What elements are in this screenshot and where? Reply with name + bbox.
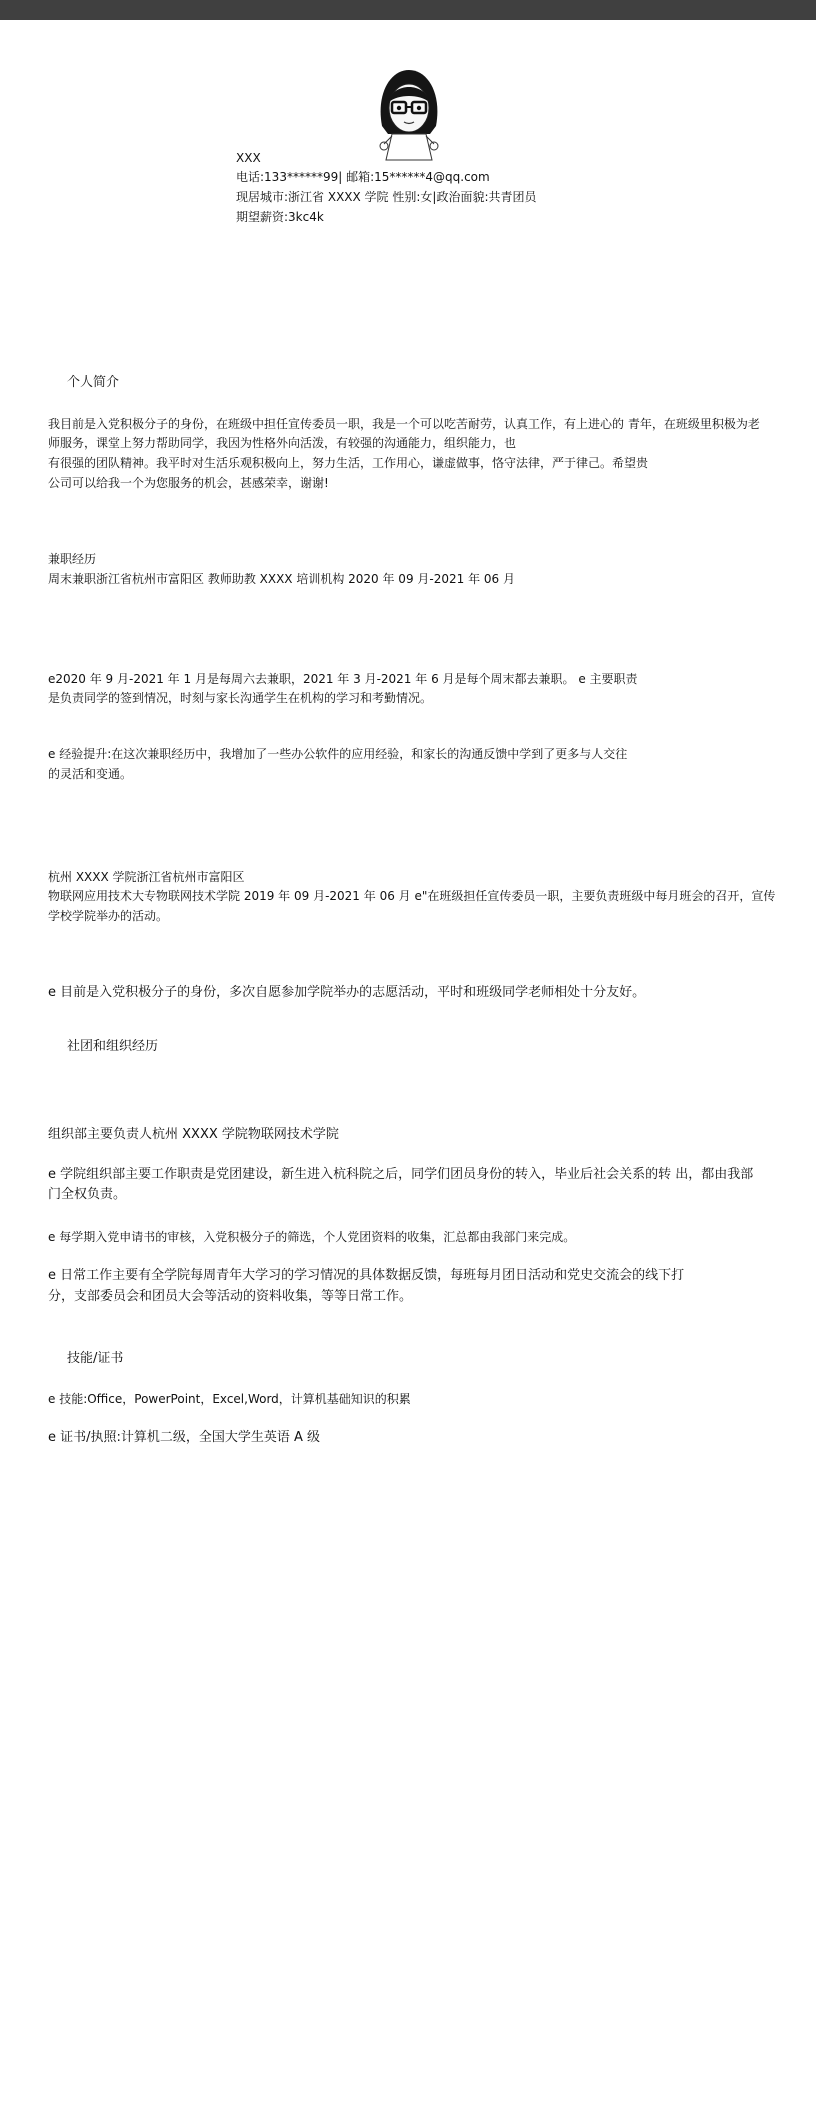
contact-info: 电话:133******99| 邮箱:15******4@qq.com bbox=[236, 170, 490, 184]
clubs-subtitle: 组织部主要负责人杭州 XXXX 学院物联网技术学院 bbox=[48, 1127, 339, 1142]
intro-line-4: 公司可以给我一个为您服务的机会，甚感荣幸，谢谢! bbox=[48, 476, 329, 490]
school-line-2: 物联网应用技术大专物联网技术学院 2019 年 09 月-2021 年 06 月 e"在班级担任宣传委员一职，主要负责班级中每月班会的召开，宣传 bbox=[48, 889, 776, 903]
intro-line-1: 我目前是入党积极分子的身份，在班级中担任宣传委员一职，我是一个可以吃苦耐劳，认真工作，有上进心的 青年，在班级里积极为老 bbox=[48, 417, 760, 431]
clubs-duty-line-2: 门全权负责。 bbox=[48, 1187, 127, 1202]
clubs-daily-line-2: 分，支部委员会和团员大会等活动的资料收集，等等日常工作。 bbox=[48, 1289, 413, 1304]
school-line-3: 学校学院举办的活动。 bbox=[48, 909, 169, 923]
clubs-review-text: e 每学期入党申请书的审核，入党积极分子的筛选，个人党团资料的收集，汇总都由我部门来完成。 bbox=[48, 1230, 576, 1244]
skills-heading: 技能/证书 bbox=[67, 1351, 124, 1366]
candidate-name: XXX bbox=[236, 151, 261, 165]
clubs-heading: 社团和组织经历 bbox=[67, 1039, 159, 1054]
parttime-duty-line-1: e2020 年 9 月-2021 年 1 月是每周六去兼职，2021 年 3 月-2021 年 6 月是每个周末都去兼职。 e 主要职责 bbox=[48, 672, 638, 686]
parttime-gain-line-2: 的灵活和变通。 bbox=[48, 767, 133, 781]
top-bar bbox=[0, 0, 816, 20]
volunteer-text: e 目前是入党积极分子的身份，多次自愿参加学院举办的志愿活动，平时和班级同学老师相处十分友好。 bbox=[48, 985, 646, 1000]
parttime-duty-line-2: 是负责同学的签到情况，时刻与家长沟通学生在机构的学习和考勤情况。 bbox=[48, 691, 433, 705]
parttime-heading: 兼职经历 bbox=[48, 552, 97, 566]
clubs-duty-line-1: e 学院组织部主要工作职责是党团建设，新生进入杭科院之后，同学们团员身份的转入，毕业后社会关系的转 出，都由我部 bbox=[48, 1167, 754, 1182]
cert-text: e 证书/执照:计算机二级，全国大学生英语 A 级 bbox=[48, 1430, 321, 1445]
avatar bbox=[370, 64, 448, 164]
clubs-daily-line-1: e 日常工作主要有全学院每周青年大学习的学习情况的具体数据反馈，每班每月团日活动和党史交流会的线下打 bbox=[48, 1268, 685, 1283]
school-line-1: 杭州 XXXX 学院浙江省杭州市富阳区 bbox=[48, 870, 245, 884]
parttime-subtitle: 周末兼职浙江省杭州市富阳区 教师助教 XXXX 培训机构 2020 年 09 月-2021 年 06 月 bbox=[48, 572, 515, 586]
skills-text: e 技能:Office，PowerPoint，Excel,Word，计算机基础知识的积累 bbox=[48, 1392, 411, 1406]
intro-heading: 个人简介 bbox=[67, 375, 120, 390]
intro-line-2: 师服务，课堂上努力帮助同学，我因为性格外向活泼，有较强的沟通能力，组织能力，也 bbox=[48, 436, 517, 450]
basic-info: 现居城市:浙江省 XXXX 学院 性别:女|政治面貌:共青团员 bbox=[236, 190, 537, 204]
parttime-gain-line-1: e 经验提升:在这次兼职经历中，我增加了一些办公软件的应用经验，和家长的沟通反馈中学到了更多与人交往 bbox=[48, 747, 628, 761]
expected-salary: 期望薪资:3kc4k bbox=[236, 210, 324, 224]
intro-line-3: 有很强的团队精神。我平时对生活乐观积极向上，努力生活，工作用心，谦虚做事，恪守法律，严于律己。希望贵 bbox=[48, 456, 649, 470]
